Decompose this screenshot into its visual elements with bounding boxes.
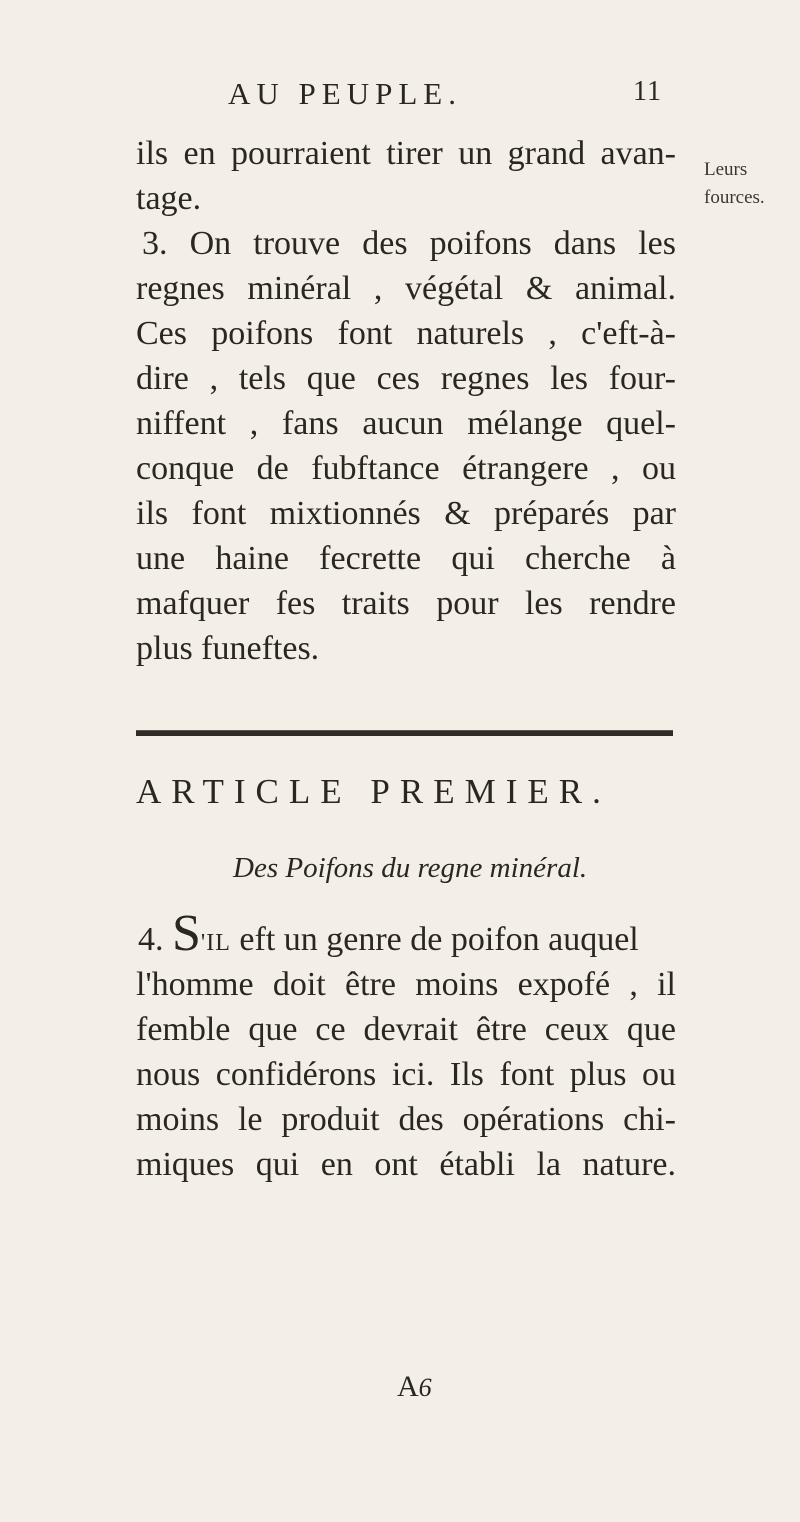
section-3-text xyxy=(136,131,676,671)
margin-note-line: Leurs xyxy=(704,159,748,180)
text-line: regnes minéral , végétal & animal. xyxy=(136,270,676,307)
text-line-first xyxy=(136,905,676,962)
signature-number: 6 xyxy=(418,1373,432,1402)
section-divider xyxy=(136,730,673,736)
margin-note xyxy=(704,156,765,212)
text-line: mafquer fes traits pour les rendre xyxy=(136,585,676,622)
text-line: l'homme doit être moins expofé , il xyxy=(136,966,676,1003)
text-line: tage. xyxy=(136,180,202,217)
margin-note-line: fources. xyxy=(704,187,765,208)
page-number: 11 xyxy=(633,76,662,107)
text-line: femble que ce devrait être ceux que xyxy=(136,1011,676,1048)
paragraph-number: 4. xyxy=(138,921,164,958)
signature-mark xyxy=(397,1370,432,1404)
text-line: une haine fecrette qui cherche à xyxy=(136,540,676,577)
section-4-text xyxy=(136,905,676,1187)
signature-letter: A xyxy=(397,1370,419,1403)
text-line: ils en pourraient tirer un grand avan- xyxy=(136,135,676,172)
running-header xyxy=(228,76,768,112)
text-line: Ces poifons font naturels , c'eft-à- xyxy=(136,315,676,352)
text-line: niffent , fans aucun mélange quel- xyxy=(136,405,676,442)
article-subtitle: Des Poifons du regne minéral. xyxy=(233,852,588,884)
text-line: dire , tels que ces regnes les four- xyxy=(136,360,676,397)
text-line: nous confidérons ici. Ils font plus ou xyxy=(136,1056,676,1093)
text-line: conque de fubftance étrangere , ou xyxy=(136,450,676,487)
text-line: plus funeftes. xyxy=(136,630,320,667)
drop-cap: S xyxy=(172,905,201,962)
text-line: miques qui en ont établi la nature. xyxy=(136,1146,676,1183)
article-heading: ARTICLE PREMIER. xyxy=(136,772,611,811)
text-line: ils font mixtionnés & préparés par xyxy=(136,495,676,532)
small-caps-word: 'IL xyxy=(200,930,231,956)
first-line-text: eft un genre de poifon auquel xyxy=(239,921,639,958)
header-title: AU PEUPLE. xyxy=(228,76,462,111)
text-line: 3. On trouve des poifons dans les xyxy=(142,225,676,262)
text-line: moins le produit des opérations chi- xyxy=(136,1101,676,1138)
